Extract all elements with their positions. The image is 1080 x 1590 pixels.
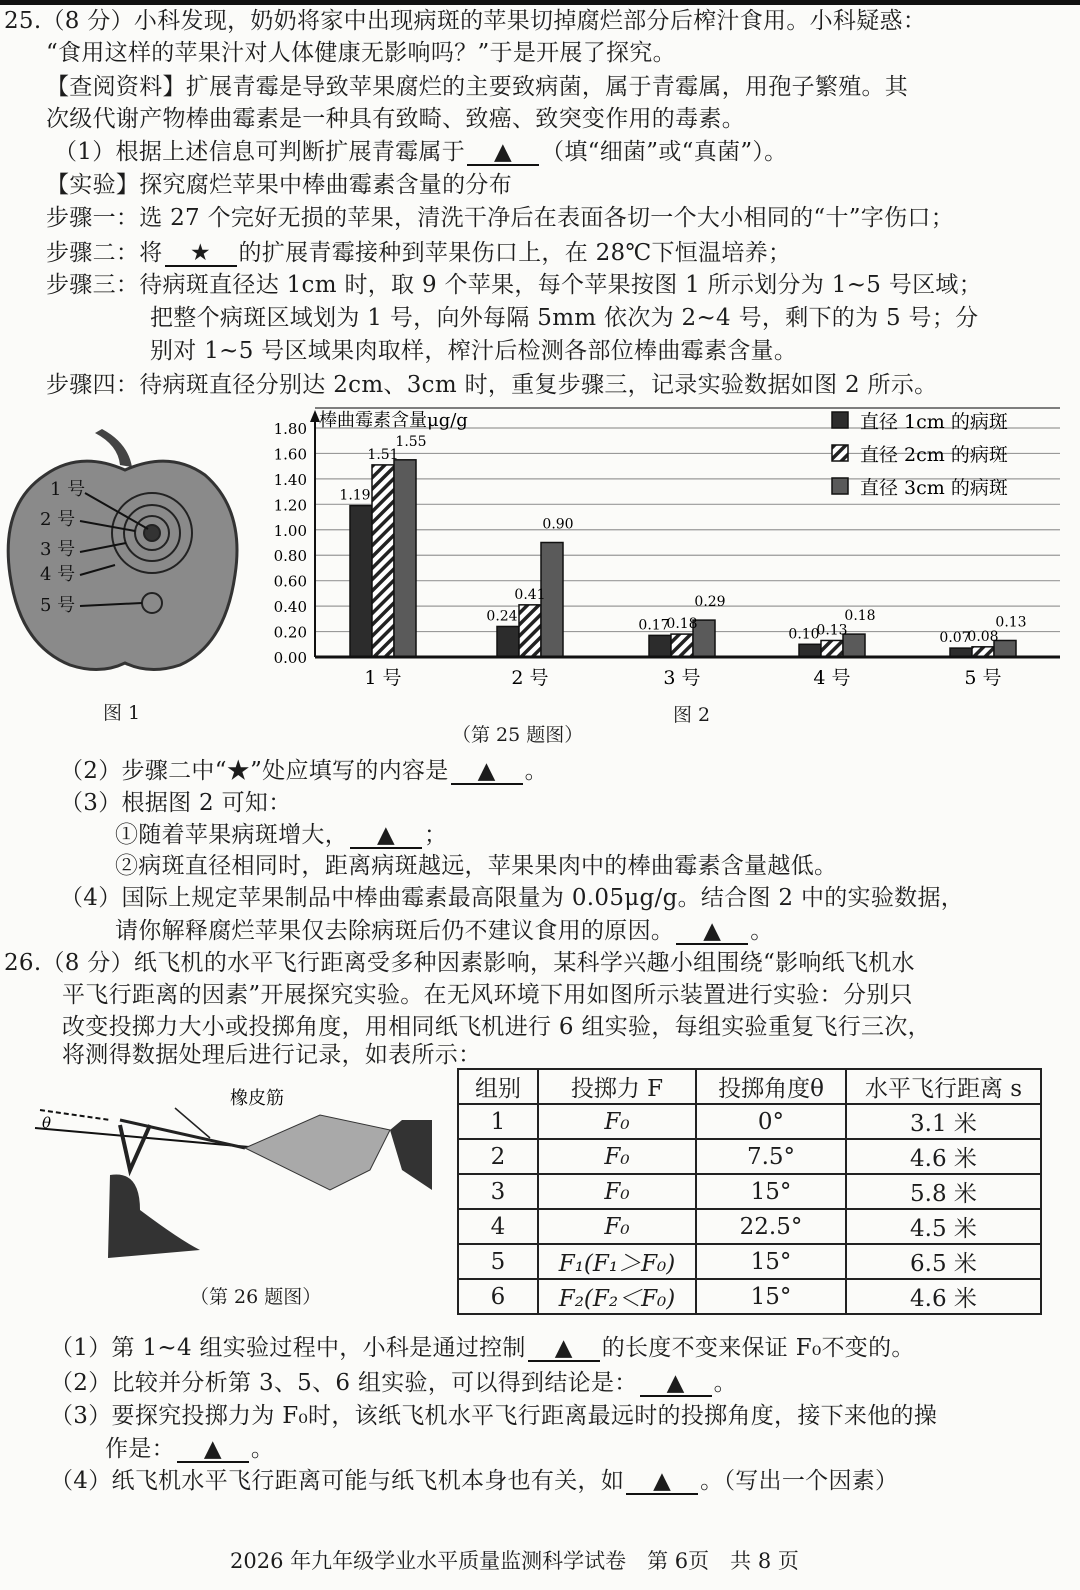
q25-figure-caption: （第 25 题图） <box>452 724 584 746</box>
text-segment: （3）根据图 2 可知： <box>60 790 292 816</box>
q25-line <box>115 851 837 881</box>
text-segment: 将测得数据处理后进行记录，如表所示： <box>62 1042 482 1068</box>
q25-line <box>54 137 787 167</box>
text-segment: 请你解释腐烂苹果仅去除病斑后仍不建议食用的原因。 <box>115 918 675 944</box>
table-cell: 4.6 米 <box>846 1279 1041 1314</box>
text-segment: ①随着苹果病斑增大， <box>115 822 348 848</box>
col-header: 投掷角度θ <box>696 1069 846 1104</box>
text-segment: 。 <box>750 918 774 944</box>
text-segment: 作是： <box>105 1436 175 1462</box>
q25-line <box>4 6 926 36</box>
data-label: 0.24 <box>486 608 518 625</box>
text-segment: 步骤三：待病斑直径达 1cm 时，取 9 个苹果，每个苹果按图 1 所示划分为 1~5 号区域； <box>46 272 983 298</box>
table-row <box>458 1244 1041 1279</box>
bar-hatched <box>372 465 394 657</box>
zone-label: 1 号 <box>50 479 86 500</box>
text-segment: ②病斑直径相同时，距离病斑越远，苹果果肉中的棒曲霉素含量越低。 <box>115 853 838 879</box>
answer-blank[interactable]: ▲ <box>177 1437 249 1463</box>
table-cell: F₁(F₁＞F₀) <box>538 1244 696 1279</box>
paper-plane <box>245 1115 390 1190</box>
answer-blank[interactable]: ▲ <box>626 1469 698 1495</box>
table-cell: 22.5° <box>696 1209 846 1244</box>
bar-hatched <box>519 605 541 657</box>
table-row <box>458 1279 1041 1314</box>
col-header: 组别 <box>458 1069 538 1104</box>
text-segment: 。 <box>524 758 548 784</box>
text-segment: 次级代谢产物棒曲霉素是一种具有致畸、致癌、致突变作用的毒素。 <box>46 106 745 132</box>
x-tick-label: 1 号 <box>364 667 402 689</box>
text-segment: 别对 1~5 号区域果肉取样，榨汁后检测各部位棒曲霉素含量。 <box>150 338 798 364</box>
text-segment: 的长度不变来保证 F₀不变的。 <box>601 1335 915 1361</box>
text-segment: “食用这样的苹果汁对人体健康无影响吗？”于是开展了探究。 <box>46 40 676 66</box>
col-header: 水平飞行距离 s <box>846 1069 1041 1104</box>
table-cell: 4.6 米 <box>846 1139 1041 1174</box>
page-footer: 2026 年九年级学业水平质量监测科学试卷 第 6页 共 8 页 <box>230 1549 799 1573</box>
text-segment: 平飞行距离的因素”开展探究实验。在无风环境下用如图所示装置进行实验：分别只 <box>62 982 913 1008</box>
zone-label: 4 号 <box>40 564 76 585</box>
rubber-band <box>120 1120 245 1148</box>
rubber-band-label: 橡皮筋 <box>230 1088 284 1109</box>
legend-swatch <box>832 445 848 461</box>
q26-figure-caption: （第 26 题图） <box>190 1286 322 1308</box>
table-cell: 6 <box>458 1279 538 1314</box>
text-segment: （2）步骤二中“★”处应填写的内容是 <box>60 758 449 784</box>
text-segment: 。 <box>250 1436 275 1462</box>
table-row <box>458 1174 1041 1209</box>
data-label: 0.08 <box>967 628 999 645</box>
text-segment: 步骤一：选 27 个完好无损的苹果，清洗干净后在表面各切一个大小相同的“十”字伤口； <box>46 205 955 231</box>
data-label: 1.19 <box>339 487 371 504</box>
q25-line <box>60 883 964 913</box>
table-cell: 7.5° <box>696 1139 846 1174</box>
q25-line <box>150 336 797 366</box>
x-tick-label: 4 号 <box>813 667 851 689</box>
table-cell: 2 <box>458 1139 538 1174</box>
table-cell: 5.8 米 <box>846 1174 1041 1209</box>
launcher-fork <box>120 1125 150 1170</box>
text-segment: （1）根据上述信息可判断扩展青霉属于 <box>54 139 466 165</box>
text-segment: 25.（8 分）小科发现，奶奶将家中出现病斑的苹果切掉腐烂部分后榨汁食用。小科疑惑： <box>4 8 927 34</box>
text-segment: 。 <box>713 1370 737 1396</box>
text-segment: （1）第 1~4 组实验过程中，小科是通过控制 <box>50 1335 526 1361</box>
text-segment: （4）纸飞机水平飞行距离可能与纸飞机本身也有关，如 <box>50 1468 625 1494</box>
answer-blank[interactable]: ▲ <box>676 919 748 945</box>
data-label: 0.18 <box>666 616 698 633</box>
y-tick-label: 1.20 <box>273 496 307 515</box>
legend-label: 直径 2cm 的病斑 <box>860 444 1008 466</box>
theta-label: θ <box>42 1114 52 1132</box>
data-label: 0.90 <box>542 516 574 533</box>
data-label: 0.29 <box>694 594 726 611</box>
q26-line <box>50 1333 915 1363</box>
text-segment: 。（写出一个因素） <box>700 1468 899 1494</box>
col-header: 投掷力 F <box>538 1069 696 1104</box>
data-label: 1.51 <box>367 446 399 463</box>
hand-silhouette <box>108 1174 200 1258</box>
text-segment: ； <box>424 822 448 848</box>
bar-solid-dark <box>799 644 821 657</box>
bar-hatched <box>821 640 843 657</box>
bar-solid-dark <box>497 626 519 657</box>
fig2-caption: 图 2 <box>673 704 711 726</box>
q25-line <box>46 238 791 268</box>
legend-swatch <box>832 478 848 494</box>
q25-line <box>46 170 512 200</box>
table-cell: 3 <box>458 1174 538 1209</box>
q26-line <box>50 1466 898 1496</box>
bar-solid-dark <box>350 506 372 657</box>
zone-label: 3 号 <box>40 539 76 560</box>
q25-line <box>60 756 548 786</box>
text-segment: 把整个病斑区域划为 1 号，向外每隔 5mm 依次为 2~4 号，剩下的为 5 号；分 <box>150 305 979 331</box>
q26-line <box>105 1434 274 1464</box>
answer-blank[interactable]: ▲ <box>528 1336 600 1362</box>
data-label: 0.13 <box>816 622 848 639</box>
mycotoxin-bar-chart <box>255 400 1065 690</box>
bar-hatched <box>972 647 994 657</box>
table-row <box>458 1209 1041 1244</box>
text-segment: （2）比较并分析第 3、5、6 组实验，可以得到结论是： <box>50 1370 638 1396</box>
x-tick-label: 3 号 <box>663 667 701 689</box>
answer-blank[interactable]: ▲ <box>467 140 539 166</box>
text-segment: 改变投掷力大小或投掷角度，用相同纸飞机进行 6 组实验，每组实验重复飞行三次， <box>62 1014 931 1040</box>
q25-line <box>46 38 676 68</box>
table-cell: 0° <box>696 1104 846 1139</box>
x-tick-label: 5 号 <box>964 667 1002 689</box>
answer-blank[interactable]: ▲ <box>640 1371 712 1397</box>
bar-solid-dark <box>649 635 671 657</box>
data-label: 0.41 <box>514 586 546 603</box>
experiment-table <box>457 1068 1042 1315</box>
q25-line <box>46 104 745 134</box>
y-tick-label: 0.60 <box>273 572 307 591</box>
text-segment: （填“细菌”或“真菌”）。 <box>541 139 788 165</box>
y-tick-label: 0.20 <box>273 623 307 642</box>
scan-top-edge <box>0 0 1080 5</box>
q26-line <box>50 1368 737 1398</box>
q26-line <box>4 948 915 978</box>
y-tick-label: 1.00 <box>273 521 307 540</box>
text-segment: 26.（8 分）纸飞机的水平飞行距离受多种因素影响，某科学兴趣小组围绕“影响纸飞机水 <box>4 950 915 976</box>
bar-solid-gray <box>394 460 416 657</box>
data-label: 0.13 <box>995 614 1027 631</box>
q26-line <box>50 1401 937 1431</box>
q25-line <box>46 270 982 300</box>
y-axis-title: 棒曲霉素含量μg/g <box>319 410 468 431</box>
table-cell: 1 <box>458 1104 538 1139</box>
y-tick-label: 0.00 <box>273 649 307 667</box>
table-cell: 5 <box>458 1244 538 1279</box>
text-segment: （4）国际上规定苹果制品中棒曲霉素最高限量为 0.05μg/g。结合图 2 中的实验数据， <box>60 885 965 911</box>
q25-line <box>46 203 954 233</box>
data-label: 0.17 <box>638 617 670 634</box>
launcher-hand <box>390 1120 432 1190</box>
y-tick-label: 1.40 <box>273 470 307 489</box>
table-cell: 6.5 米 <box>846 1244 1041 1279</box>
q25-line <box>46 72 908 102</box>
text-segment: 【实验】探究腐烂苹果中棒曲霉素含量的分布 <box>46 172 512 198</box>
answer-blank[interactable]: ★ <box>165 241 237 267</box>
y-tick-label: 1.80 <box>273 420 307 438</box>
y-tick-label: 1.60 <box>273 445 307 464</box>
y-tick-label: 0.80 <box>273 547 307 566</box>
table-cell: F₀ <box>538 1139 696 1174</box>
q26-line <box>62 1012 931 1042</box>
legend-label: 直径 1cm 的病斑 <box>860 411 1008 433</box>
table-cell: F₂(F₂＜F₀) <box>538 1279 696 1314</box>
q26-line <box>62 1040 481 1070</box>
table-cell: F₀ <box>538 1174 696 1209</box>
legend-swatch <box>832 412 848 428</box>
q25-line <box>60 788 292 818</box>
table-cell: 15° <box>696 1174 846 1209</box>
apple-diagram <box>0 425 250 685</box>
data-label: 1.55 <box>395 433 427 450</box>
q25-line <box>150 303 978 333</box>
table-cell: 4 <box>458 1209 538 1244</box>
fig1-caption: 图 1 <box>103 702 141 724</box>
text-segment: 的扩展青霉接种到苹果伤口上，在 28℃下恒温培养； <box>238 240 792 266</box>
table-cell: 4.5 米 <box>846 1209 1041 1244</box>
q25-line <box>115 820 447 850</box>
zone-label: 5 号 <box>40 595 76 616</box>
q25-line <box>115 916 774 946</box>
bar-hatched <box>671 634 693 657</box>
legend-label: 直径 3cm 的病斑 <box>860 477 1008 499</box>
data-label: 0.07 <box>939 630 971 647</box>
y-tick-label: 0.40 <box>273 598 307 617</box>
table-row <box>458 1139 1041 1174</box>
table-cell: F₀ <box>538 1104 696 1139</box>
paper-plane-launcher-diagram <box>30 1080 440 1270</box>
x-tick-label: 2 号 <box>511 667 549 689</box>
q25-line <box>46 370 937 400</box>
text-segment: 【查阅资料】扩展青霉是导致苹果腐烂的主要致病菌，属于青霉属，用孢子繁殖。其 <box>46 74 909 100</box>
data-label: 0.18 <box>844 608 876 625</box>
q26-line <box>62 980 913 1010</box>
table-cell: 15° <box>696 1279 846 1314</box>
zone-label: 2 号 <box>40 509 76 530</box>
data-label: 0.10 <box>788 626 820 643</box>
text-segment: （3）要探究投掷力为 F₀时，该纸飞机水平飞行距离最远时的投掷角度，接下来他的操 <box>50 1403 938 1429</box>
answer-blank[interactable]: ▲ <box>350 823 422 849</box>
table-cell: F₀ <box>538 1209 696 1244</box>
answer-blank[interactable]: ▲ <box>451 759 523 785</box>
text-segment: 步骤四：待病斑直径分别达 2cm、3cm 时，重复步骤三，记录实验数据如图 2 所示。 <box>46 372 938 398</box>
text-segment: 步骤二：将 <box>46 240 163 266</box>
table-cell: 3.1 米 <box>846 1104 1041 1139</box>
table-cell: 15° <box>696 1244 846 1279</box>
table-row <box>458 1104 1041 1139</box>
